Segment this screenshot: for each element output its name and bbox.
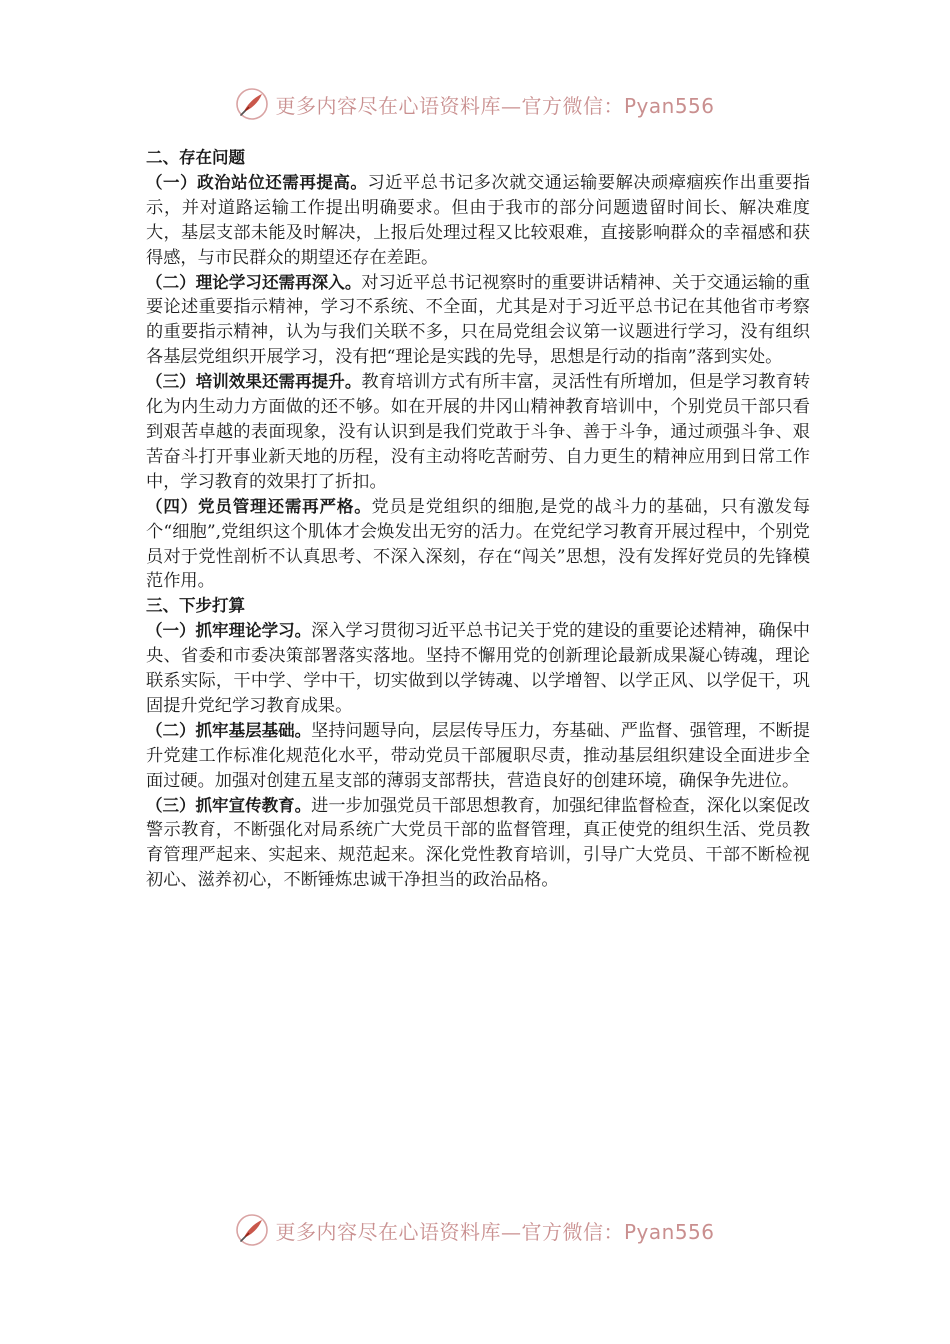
watermark-text: 更多内容尽在心语资料库—官方微信：Pyan556 <box>275 1219 715 1244</box>
paragraph-body: 进一步加强党员干部思想教育，加强纪律监督检查，深化以案促改警示教育，不断强化对局系统广大党员干部的监督管理，真正使党的组织生活、党员教育管理严起来、实起来、规范起来。深化党性教育培训，引导广大党员、干部不断检视初心、滋养初心，不断锤炼忠诚干净担当的政治品格。 <box>146 795 810 891</box>
paragraph <box>146 370 810 495</box>
document-body <box>146 146 810 893</box>
paragraph-lead: （三）抓牢宣传教育。 <box>146 795 312 815</box>
paragraph-lead: （一）抓牢理论学习。 <box>146 621 312 641</box>
paragraph <box>146 719 810 794</box>
section-heading: 二、存在问题 <box>146 148 245 167</box>
paragraph <box>146 619 810 719</box>
paragraph-body: 教育培训方式有所丰富，灵活性有所增加，但是学习教育转化为内生动力方面做的还不够。如在开展的井冈山精神教育培训中，个别党员干部只看到艰苦卓越的表面现象，没有认识到是我们党敢于斗争、善于斗争，通过顽强斗争、艰苦奋斗打开事业新天地的历程，没有主动将吃苦耐劳、自力更生的精神应用到日常工作中，学习教育的效果打了折扣。 <box>146 372 811 492</box>
section-heading: 三、下步打算 <box>146 596 245 616</box>
header-watermark <box>0 84 950 124</box>
footer-watermark <box>0 1210 950 1250</box>
paragraph-lead: （二）理论学习还需再深入。 <box>146 272 362 292</box>
watermark-id: Pyan556 <box>623 93 715 118</box>
paragraph-lead: （一）政治站位还需再提高。 <box>146 172 368 192</box>
paragraph <box>146 794 810 894</box>
paragraph-body: 对习近平总书记视察时的重要讲话精神、关于交通运输的重要论述重要指示精神，学习不系统、不全面，尤其是对于习近平总书记在其他省市考察的重要指示精神，认为与我们关联不多，只在局党组会议第一议题进行学习，没有组织各基层党组织开展学习，没有把“理论是实践的先导，思想是行动的指南”落到实处。 <box>146 272 811 368</box>
paragraph-lead: （三）培训效果还需再提升。 <box>146 372 362 392</box>
watermark-text: 更多内容尽在心语资料库—官方微信：Pyan556 <box>275 93 715 118</box>
paragraph-body: 坚持问题导向，层层传导压力，夯基础、严监督、强管理，不断提升党建工作标准化规范化水平，带动党员干部履职尽责，推动基层组织建设全面进步全面过硬。加强对创建五星支部的薄弱支部帮扶，营造良好的创建环境，确保争先进位。 <box>146 720 810 791</box>
watermark-id: Pyan556 <box>623 1219 715 1244</box>
paragraph-body: 深入学习贯彻习近平总书记关于党的建设的重要论述精神，确保中央、省委和市委决策部署落实落地。坚持不懈用党的创新理论最新成果凝心铸魂，理论联系实际，干中学、学中干，切实做到以学铸魂、以学增智、以学正风、以学促干，巩固提升党纪学习教育成果。 <box>146 621 810 716</box>
quill-logo-icon <box>235 1213 269 1247</box>
paragraph-body: 党员是党组织的细胞,是党的战斗力的基础，只有激发每个“细胞”,党组织这个肌体才会焕发出无穷的活力。在党纪学习教育开展过程中，个别党员对于党性剖析不认真思考、不深入深刻，存在“闯关”思想，没有发挥好党员的先锋模范作用。 <box>146 496 811 592</box>
paragraph <box>146 271 810 371</box>
quill-logo-icon <box>235 87 269 121</box>
paragraph-body: 习近平总书记多次就交通运输要解决顽瘴痼疾作出重要指示，并对道路运输工作提出明确要求。但由于我市的部分问题遗留时间长、解决难度大，基层支部未能及时解决，上报后处理过程又比较艰难，直接影响群众的幸福感和获得感，与市民群众的期望还存在差距。 <box>146 172 810 268</box>
paragraph-lead: （二）抓牢基层基础。 <box>146 720 312 740</box>
paragraph <box>146 495 810 595</box>
paragraph-lead: （四）党员管理还需再严格。 <box>146 496 372 516</box>
paragraph <box>146 171 810 271</box>
